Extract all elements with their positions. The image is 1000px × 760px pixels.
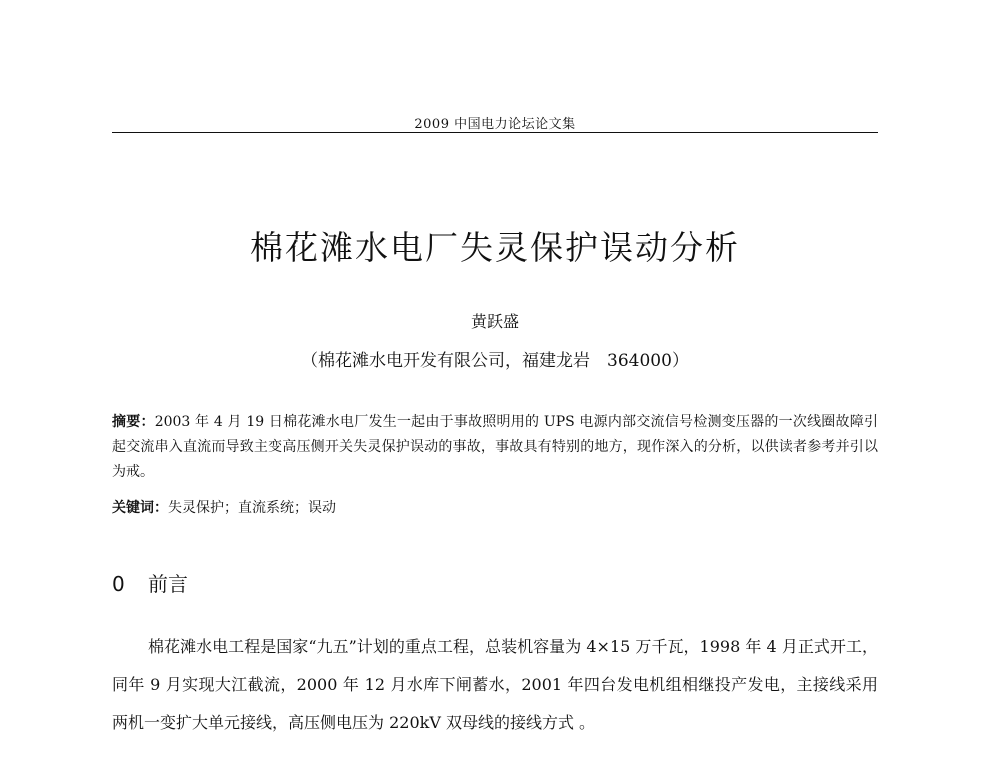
abstract: [112, 410, 878, 485]
keywords: [112, 496, 878, 521]
keywords-label: 关键词：: [112, 500, 168, 516]
section-number: 0: [112, 572, 125, 596]
abstract-label: 摘要：: [112, 414, 155, 430]
keywords-text: 失灵保护；直流系统；误动: [168, 500, 336, 516]
author-name: 黄跃盛: [470, 312, 519, 331]
running-header: 2009 中国电力论坛论文集: [414, 117, 576, 132]
section-heading: [112, 568, 188, 597]
paper-title: 棉花滩水电厂失灵保护误动分析: [250, 228, 740, 267]
section-title: 前言: [148, 572, 188, 596]
author-affiliation: （棉花滩水电开发有限公司，福建龙岩 364000）: [301, 351, 689, 371]
body-paragraph: 棉花滩水电工程是国家“九五”计划的重点工程，总装机容量为 4×15 万千瓦，1998 年 4 月正式开工，同年 9 月实现大江截流，2000 年 12 月水库下闸蓄水，2001 年四台发电机组相继投产发电，主接线采用两机一变扩大单元接线，高压侧电压为 220kV 双母线的接线方式 。: [112, 637, 878, 732]
abstract-text: 2003 年 4 月 19 日棉花滩水电厂发生一起由于事故照明用的 UPS 电源内部交流信号检测变压器的一次线圈故障引起交流串入直流而导致主变高压侧开关失灵保护误动的事故，事故具有特别的地方，现作深入的分析，以供读者参考并引以为戒。: [112, 414, 878, 480]
header-rule: [112, 132, 878, 133]
